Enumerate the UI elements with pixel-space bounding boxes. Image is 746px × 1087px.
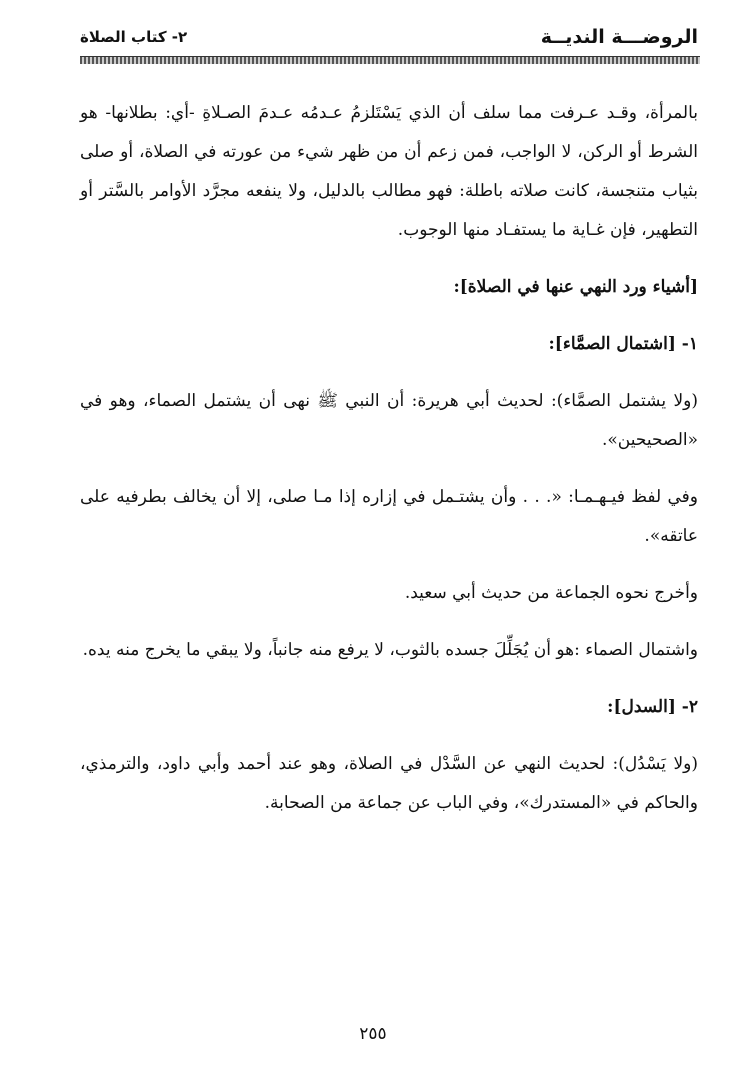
- book-title: الروضـــة النديــة: [540, 26, 698, 48]
- header-rule: [80, 56, 700, 64]
- paragraph-abi-said: وأخرج نحوه الجماعة من حديث أبي سعيد.: [404, 583, 698, 603]
- subheading-sadl: ٢- [السدل]:: [607, 697, 698, 717]
- paragraph-ishtimal-hadith: (ولا يشتمل الصمَّاء): لحديث أبي هريرة: أن النبي ﷺ نهى أن يشتمل الصماء، وهو في «الصحيحين».: [80, 391, 698, 450]
- running-header: [80, 24, 698, 54]
- chapter-title: ٢- كتاب الصلاة: [80, 28, 188, 46]
- paragraph-definition: واشتمال الصماء :هو أن يُجَلِّلَ جسده بالثوب، لا يرفع منه جانباً، ولا يبقي ما يخرج منه يده.: [82, 640, 698, 660]
- body-text: [80, 94, 698, 823]
- paragraph-sadl: (ولا يَسْدُل): لحديث النهي عن السَّدْل في الصلاة، وهو عند أحمد وأبي داود، والترمذي، والحاكم في «المستدرك»، وفي الباب عن جماعة من الصحابة.: [80, 754, 698, 813]
- subheading-ishtimal: ١- [اشتمال الصمَّاء]:: [548, 334, 698, 354]
- paragraph-lafz: وفي لفظ فيـهـمـا: «. . . وأن يشتـمل في إزاره إذا مـا صلى، إلا أن يخالف بطرفيه على عاتقه».: [80, 487, 698, 546]
- paragraph-intro: بالمرأة، وقـد عـرفت مما سلف أن الذي يَسْتَلزمُ عـدمُه عـدمَ الصـلاةِ -أي: بطلانها- هو الشرط أو الركن، لا الواجب، فمن زعم أن من ظهر شيء من عورته في الصلاة، أو صلى بثياب متنجسة، كانت صلاته باطلة: فهو مطالب بالدليل، ولا ينفعه مجرَّد الأوامر بالسَّتر أو التطهير، فإن غـاية ما يستفـاد منها الوجوب.: [80, 103, 698, 240]
- section-heading: [أشياء ورد النهي عنها في الصلاة]:: [453, 277, 698, 297]
- page-number: ٢٥٥: [359, 1024, 387, 1044]
